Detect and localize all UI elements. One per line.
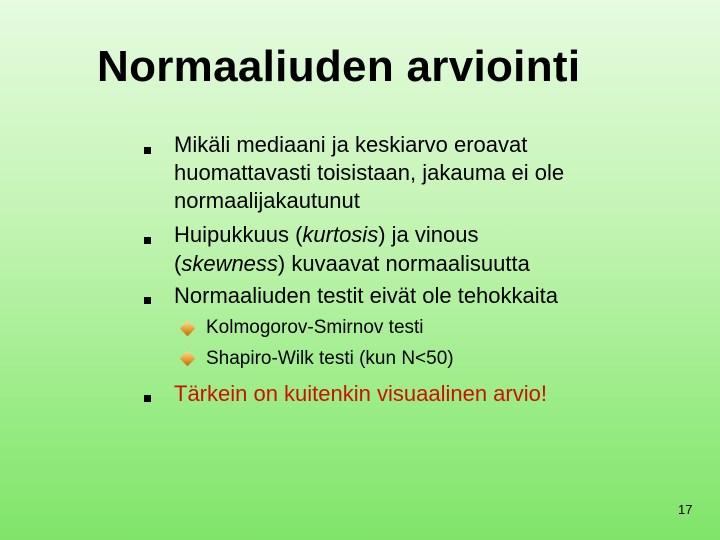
bullet-1-line-3: normaalijakautunut: [174, 188, 360, 213]
square-bullet-icon: [144, 395, 151, 402]
bullet-2-line-2-pre: (: [174, 251, 182, 276]
bullet-3-line-1: Normaaliuden testit eivät ole tehokkaita: [174, 283, 558, 308]
bullet-2-line-2-post: ) kuvaavat normaalisuutta: [277, 251, 530, 276]
square-bullet-icon: [144, 297, 151, 304]
bullet-2-line-2: [174, 248, 644, 279]
page-number: 17: [678, 502, 693, 517]
diamond-bullet-icon: [180, 321, 196, 337]
sub-bullet-2-text: Shapiro-Wilk testi (kun N<50): [206, 348, 454, 369]
bullet-1-line-1: Mikäli mediaani ja keskiarvo eroavat: [174, 132, 528, 157]
square-bullet-icon: [144, 237, 151, 244]
diamond-bullet-icon: [180, 351, 196, 367]
bullet-2-line-1: [174, 219, 644, 250]
skewness-term: skewness: [181, 251, 278, 276]
square-bullet-icon: [144, 147, 151, 154]
sub-bullet-1-text: Kolmogorov-Smirnov testi: [206, 317, 424, 338]
bullet-2-line-1-post: ) ja vinous: [378, 222, 479, 247]
bullet-2-line-1-pre: Huipukkuus (: [174, 222, 303, 247]
kurtosis-term: kurtosis: [302, 222, 379, 247]
slide-title: Normaaliuden arviointi: [97, 42, 581, 91]
bullet-1-line-2: huomattavasti toisistaan, jakauma ei ole: [174, 160, 565, 185]
bullet-4-highlight-text: Tärkein on kuitenkin visuaalinen arvio!: [174, 381, 547, 406]
